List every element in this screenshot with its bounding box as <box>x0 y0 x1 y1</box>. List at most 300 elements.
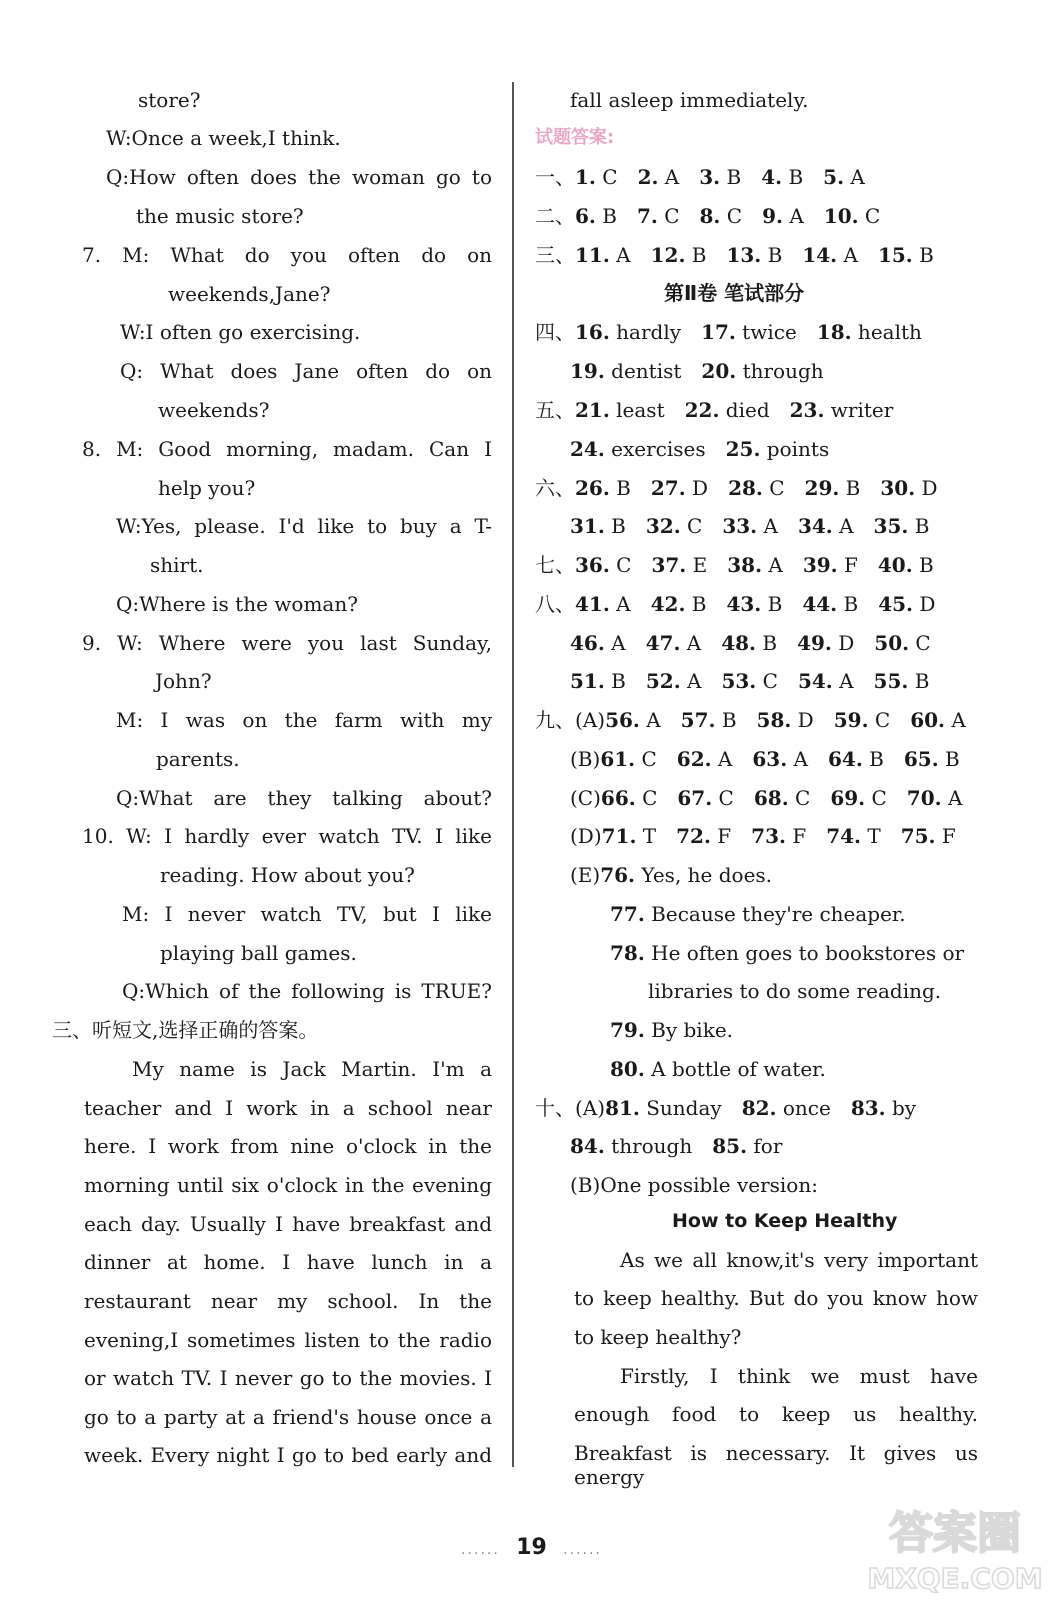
answer-row <box>535 553 934 577</box>
answer-value: D <box>912 592 936 616</box>
answer-item <box>700 204 743 228</box>
answer-value: dentist <box>604 359 682 383</box>
answer-item <box>575 592 631 616</box>
answer-item <box>575 553 631 577</box>
answer-row <box>648 979 941 1003</box>
answer-row <box>570 514 929 538</box>
answer-item <box>600 863 772 887</box>
left-line: W:Yes, please. I'd like to buy a T- <box>116 514 492 538</box>
question-number: 42. <box>650 592 686 616</box>
answer-value: C <box>609 553 632 577</box>
question-number: 5. <box>823 165 845 189</box>
answer-value: exercises <box>604 437 706 461</box>
answer-value: B <box>938 747 960 771</box>
answer-section-prefix: (C) <box>570 786 601 810</box>
answer-value: points <box>760 437 830 461</box>
answer-row <box>535 243 934 267</box>
answer-value: A <box>941 786 963 810</box>
answer-item <box>907 786 963 810</box>
answer-item <box>742 1096 831 1120</box>
answer-section-prefix: 十、(A) <box>535 1096 606 1120</box>
answer-item <box>874 631 930 655</box>
answer-item <box>600 1173 818 1197</box>
answer-value: B <box>761 592 783 616</box>
answer-value: B <box>715 708 737 732</box>
answer-item <box>904 747 960 771</box>
question-number: 18. <box>816 320 852 344</box>
answer-value: T <box>636 824 657 848</box>
answer-value: He often goes to bookstores or <box>644 941 965 965</box>
question-number: 85. <box>712 1134 748 1158</box>
left-line: M: I was on the farm with my <box>116 708 492 732</box>
answer-value: once <box>776 1096 831 1120</box>
question-number: 15. <box>877 243 913 267</box>
answers-label: 试题答案: <box>535 127 615 148</box>
answer-value: B <box>912 553 934 577</box>
left-line: each day. Usually I have breakfast and <box>84 1212 492 1236</box>
question-number: 54. <box>797 669 833 693</box>
answer-item <box>701 359 823 383</box>
answer-item <box>570 631 626 655</box>
answer-item <box>880 476 937 500</box>
answer-item <box>602 824 657 848</box>
question-number: 30. <box>880 476 916 500</box>
answer-value: C <box>868 708 891 732</box>
answer-value: through <box>604 1134 693 1158</box>
answer-item <box>575 165 618 189</box>
answer-row <box>570 863 772 887</box>
answer-value: Yes, he does. <box>635 863 773 887</box>
answer-item <box>721 631 777 655</box>
question-number: 69. <box>830 786 866 810</box>
left-line: playing ball games. <box>160 941 357 965</box>
question-number: 45. <box>878 592 913 616</box>
question-number: 47. <box>645 631 681 655</box>
answer-value: A <box>762 553 783 577</box>
answer-item <box>651 476 708 500</box>
question-number: 37. <box>651 553 687 577</box>
answer-item <box>610 1057 826 1081</box>
answer-value: B <box>761 243 783 267</box>
answer-value: By bike. <box>644 1018 734 1042</box>
answer-value: C <box>720 204 743 228</box>
answer-value: C <box>635 747 657 771</box>
svg-text:答案圈: 答案圈 <box>889 1508 1021 1559</box>
left-line: 三、听短文,选择正确的答案。 <box>52 1018 319 1042</box>
left-line: M: I never watch TV, but I like <box>122 902 492 926</box>
answer-item <box>677 747 733 771</box>
answer-value: libraries to do some reading. <box>648 979 942 1003</box>
question-number: 51. <box>570 669 605 693</box>
answer-item <box>685 398 770 422</box>
answer-row <box>535 592 935 616</box>
answer-value: A <box>609 592 631 616</box>
answer-value: B <box>912 243 934 267</box>
left-line: parents. <box>156 747 240 771</box>
answer-row <box>535 204 880 228</box>
left-line: here. I work from nine o'clock in the <box>84 1134 492 1158</box>
answer-value: B <box>908 669 930 693</box>
answer-value: One possible version: <box>600 1173 818 1197</box>
answer-row <box>535 1096 916 1120</box>
question-number: 27. <box>650 476 686 500</box>
answer-section-prefix: (E) <box>570 863 601 887</box>
answer-item <box>575 476 631 500</box>
answer-item <box>802 592 858 616</box>
answer-section-prefix: 八、 <box>535 592 575 616</box>
question-number: 1. <box>575 165 596 189</box>
answer-value: B <box>604 514 626 538</box>
answer-row <box>610 1018 733 1042</box>
question-number: 56. <box>605 708 640 732</box>
question-number: 21. <box>575 398 610 422</box>
answer-item <box>798 669 854 693</box>
answer-item <box>601 786 657 810</box>
answer-item <box>798 514 854 538</box>
answer-row <box>570 437 829 461</box>
answer-row <box>570 747 960 771</box>
question-number: 32. <box>645 514 681 538</box>
answer-value: A <box>680 631 702 655</box>
answer-value: B <box>609 476 631 500</box>
question-number: 84. <box>570 1134 605 1158</box>
essay-line: Firstly, I think we must have <box>620 1364 978 1388</box>
left-line: Q:Where is the woman? <box>116 592 358 616</box>
answer-value: died <box>719 398 770 422</box>
answer-value: D <box>831 631 855 655</box>
answer-item <box>754 786 810 810</box>
answer-row <box>570 1173 818 1197</box>
answer-value: D <box>791 708 814 732</box>
question-number: 63. <box>752 747 788 771</box>
left-line: restaurant near my school. In the <box>84 1289 492 1313</box>
left-line: 9. W: Where were you last Sunday, <box>82 631 492 655</box>
question-number: 60. <box>910 708 945 732</box>
answer-value: B <box>756 631 778 655</box>
answer-item <box>722 514 778 538</box>
question-number: 12. <box>650 243 686 267</box>
left-line: weekends? <box>158 398 270 422</box>
answer-item <box>701 320 797 344</box>
answer-section-prefix: (D) <box>570 824 602 848</box>
answer-value: A <box>658 165 680 189</box>
answer-item <box>677 786 733 810</box>
question-number: 82. <box>741 1096 777 1120</box>
left-line: reading. How about you? <box>160 863 415 887</box>
question-number: 75. <box>900 824 936 848</box>
answer-row <box>535 398 893 422</box>
answer-item <box>874 514 930 538</box>
answer-value: A <box>711 747 733 771</box>
answer-item <box>646 669 702 693</box>
question-number: 22. <box>684 398 720 422</box>
question-number: 6. <box>575 204 596 228</box>
left-line: W:I often go exercising. <box>120 320 361 344</box>
question-number: 36. <box>575 553 610 577</box>
left-line: Q:How often does the woman go to <box>106 165 492 189</box>
footer-dots-left: ...... <box>461 1542 500 1558</box>
answer-value: A <box>837 243 858 267</box>
answer-item <box>824 204 880 228</box>
answer-item <box>878 553 934 577</box>
question-number: 24. <box>570 437 605 461</box>
essay-line: to keep healthy? <box>574 1325 742 1349</box>
question-number: 77. <box>610 902 645 926</box>
question-number: 58. <box>756 708 792 732</box>
answer-item <box>575 243 631 267</box>
answer-value: A <box>609 243 631 267</box>
question-number: 67. <box>677 786 713 810</box>
left-line: Q:Which of the following is TRUE? <box>122 979 492 1003</box>
question-number: 81. <box>605 1096 640 1120</box>
question-number: 59. <box>833 708 869 732</box>
answer-section-prefix: (B) <box>570 747 601 771</box>
answer-item <box>651 243 707 267</box>
answer-value: by <box>885 1096 917 1120</box>
answer-value: A <box>680 669 702 693</box>
answer-value: B <box>720 165 742 189</box>
answer-item <box>712 1134 782 1158</box>
question-number: 78. <box>610 941 645 965</box>
answer-item <box>762 204 804 228</box>
answer-value: health <box>851 320 922 344</box>
question-number: 53. <box>721 669 757 693</box>
question-number: 34. <box>797 514 833 538</box>
question-number: 61. <box>600 747 636 771</box>
answer-item <box>817 320 922 344</box>
question-number: 71. <box>601 824 637 848</box>
left-line: go to a party at a friend's house once a <box>84 1405 492 1429</box>
answer-value: A <box>844 165 865 189</box>
answer-row <box>570 824 956 848</box>
question-number: 76. <box>600 863 636 887</box>
answer-value: A <box>832 669 854 693</box>
answer-item <box>761 165 803 189</box>
answer-item <box>797 631 854 655</box>
question-number: 29. <box>804 476 840 500</box>
column-divider <box>512 82 514 1467</box>
question-number: 80. <box>610 1057 645 1081</box>
left-line: Q:What are they talking about? <box>116 786 492 810</box>
essay-line: Breakfast is necessary. It gives us energy <box>574 1441 978 1489</box>
question-number: 74. <box>826 824 861 848</box>
answer-value: B <box>839 476 861 500</box>
answer-value: B <box>685 243 707 267</box>
answer-item <box>699 165 741 189</box>
answer-item <box>790 398 894 422</box>
question-number: 38. <box>727 553 763 577</box>
question-number: 25. <box>725 437 761 461</box>
question-number: 50. <box>874 631 910 655</box>
question-number: 68. <box>753 786 789 810</box>
essay-line: As we all know,it's very important <box>620 1248 978 1272</box>
footer-dots-right: ...... <box>563 1542 602 1558</box>
essay-title: How to Keep Healthy <box>672 1210 898 1232</box>
answer-value: twice <box>735 320 797 344</box>
answer-value: C <box>635 786 658 810</box>
answer-value: Because they're cheaper. <box>644 902 906 926</box>
question-number: 8. <box>699 204 721 228</box>
question-number: 35. <box>873 514 909 538</box>
question-number: 66. <box>600 786 636 810</box>
answer-section-prefix: 二、 <box>535 204 575 228</box>
answer-value: B <box>685 592 707 616</box>
answer-item <box>600 747 656 771</box>
question-number: 28. <box>728 476 763 500</box>
answer-section-prefix: 三、 <box>535 243 575 267</box>
question-number: 31. <box>570 514 605 538</box>
answer-item <box>851 1096 916 1120</box>
answer-row <box>570 786 962 810</box>
question-number: 4. <box>761 165 783 189</box>
answer-value: B <box>595 204 617 228</box>
question-number: 64. <box>828 747 863 771</box>
answer-item <box>726 592 782 616</box>
question-number: 55. <box>873 669 909 693</box>
left-line: shirt. <box>150 553 204 577</box>
svg-text:MXQE.COM: MXQE.COM <box>867 1562 1043 1595</box>
answer-value: D <box>915 476 938 500</box>
answer-value: through <box>736 359 824 383</box>
question-number: 73. <box>751 824 786 848</box>
left-line: morning until six o'clock in the evening <box>84 1173 492 1197</box>
answer-item <box>878 592 935 616</box>
answer-value: C <box>712 786 734 810</box>
watermark-logo <box>855 1500 1055 1595</box>
answer-row <box>570 631 931 655</box>
answer-value: writer <box>824 398 894 422</box>
left-line: teacher and I work in a school near <box>84 1096 492 1120</box>
answer-item <box>610 941 964 965</box>
answer-value: A <box>832 514 854 538</box>
left-line: the music store? <box>136 204 304 228</box>
question-number: 62. <box>676 747 712 771</box>
answer-row <box>570 359 824 383</box>
answer-row <box>570 669 929 693</box>
answer-item <box>828 747 884 771</box>
essay-line: to keep healthy. But do you know how <box>574 1286 978 1310</box>
answer-value: A <box>787 747 808 771</box>
answer-item <box>726 243 782 267</box>
question-number: 14. <box>802 243 838 267</box>
answer-value: Sunday <box>639 1096 722 1120</box>
answer-item <box>610 902 906 926</box>
answer-item <box>726 437 830 461</box>
answer-item <box>681 708 737 732</box>
answer-value: hardly <box>609 320 682 344</box>
question-number: 33. <box>722 514 758 538</box>
left-line: John? <box>155 669 212 693</box>
answer-value: T <box>861 824 881 848</box>
left-line: store? <box>138 88 201 112</box>
answer-item <box>651 553 707 577</box>
left-line: help you? <box>158 476 256 500</box>
answer-item <box>823 165 865 189</box>
question-number: 20. <box>701 359 737 383</box>
answer-section-prefix: 九、(A) <box>535 708 606 732</box>
answer-item <box>752 747 808 771</box>
answer-item <box>803 553 858 577</box>
answer-value: D <box>685 476 709 500</box>
answer-item <box>570 359 681 383</box>
left-line: week. Every night I go to bed early and <box>84 1443 492 1467</box>
answer-item <box>751 824 806 848</box>
answer-item <box>878 243 934 267</box>
answer-value: C <box>595 165 618 189</box>
question-number: 57. <box>680 708 716 732</box>
answer-value: A bottle of water. <box>644 1057 826 1081</box>
question-number: 3. <box>699 165 721 189</box>
answer-value: B <box>604 669 626 693</box>
answer-item <box>676 824 731 848</box>
answer-item <box>721 669 777 693</box>
answer-item <box>802 243 858 267</box>
answer-item <box>646 514 702 538</box>
answer-value: A <box>945 708 966 732</box>
question-number: 17. <box>701 320 736 344</box>
question-number: 13. <box>726 243 762 267</box>
left-line: 7. M: What do you often do on <box>82 243 492 267</box>
left-line: evening,I sometimes listen to the radio <box>84 1328 492 1352</box>
answer-value: B <box>908 514 930 538</box>
answer-value: C <box>858 204 881 228</box>
answer-value: C <box>762 476 785 500</box>
answer-value: C <box>657 204 680 228</box>
answer-item <box>570 1134 692 1158</box>
section-two-title: 第Ⅱ卷 笔试部分 <box>664 281 805 305</box>
question-number: 46. <box>570 631 605 655</box>
question-number: 9. <box>762 204 783 228</box>
question-number: 49. <box>797 631 832 655</box>
answer-item <box>570 669 626 693</box>
answer-item <box>651 592 707 616</box>
question-number: 52. <box>645 669 681 693</box>
answer-item <box>757 708 814 732</box>
question-number: 11. <box>575 243 610 267</box>
answer-section-prefix: (B) <box>570 1173 601 1197</box>
answer-value: for <box>747 1134 783 1158</box>
answer-item <box>830 786 886 810</box>
answer-section-prefix: 四、 <box>535 320 575 344</box>
page-number: 19 <box>516 1535 547 1560</box>
answer-item <box>637 204 680 228</box>
essay-line: enough food to keep us healthy. <box>574 1402 978 1426</box>
question-number: 10. <box>823 204 859 228</box>
answer-item <box>874 669 930 693</box>
answer-value: A <box>604 631 626 655</box>
answer-value: least <box>609 398 665 422</box>
answer-section-prefix: 一、 <box>535 165 575 189</box>
answer-row <box>535 476 938 500</box>
answer-row <box>535 708 966 732</box>
question-number: 41. <box>575 592 610 616</box>
answer-value: C <box>788 786 811 810</box>
question-number: 79. <box>610 1018 645 1042</box>
answer-section-prefix: 五、 <box>535 398 575 422</box>
question-number: 16. <box>575 320 610 344</box>
answer-item <box>570 437 706 461</box>
answer-item <box>727 553 783 577</box>
question-number: 65. <box>903 747 939 771</box>
question-number: 19. <box>570 359 605 383</box>
question-number: 44. <box>802 592 838 616</box>
left-line: Q: What does Jane often do on <box>120 359 492 383</box>
answer-item <box>605 708 661 732</box>
question-number: 83. <box>850 1096 886 1120</box>
answer-item <box>901 824 956 848</box>
answer-item <box>805 476 861 500</box>
question-number: 72. <box>676 824 711 848</box>
